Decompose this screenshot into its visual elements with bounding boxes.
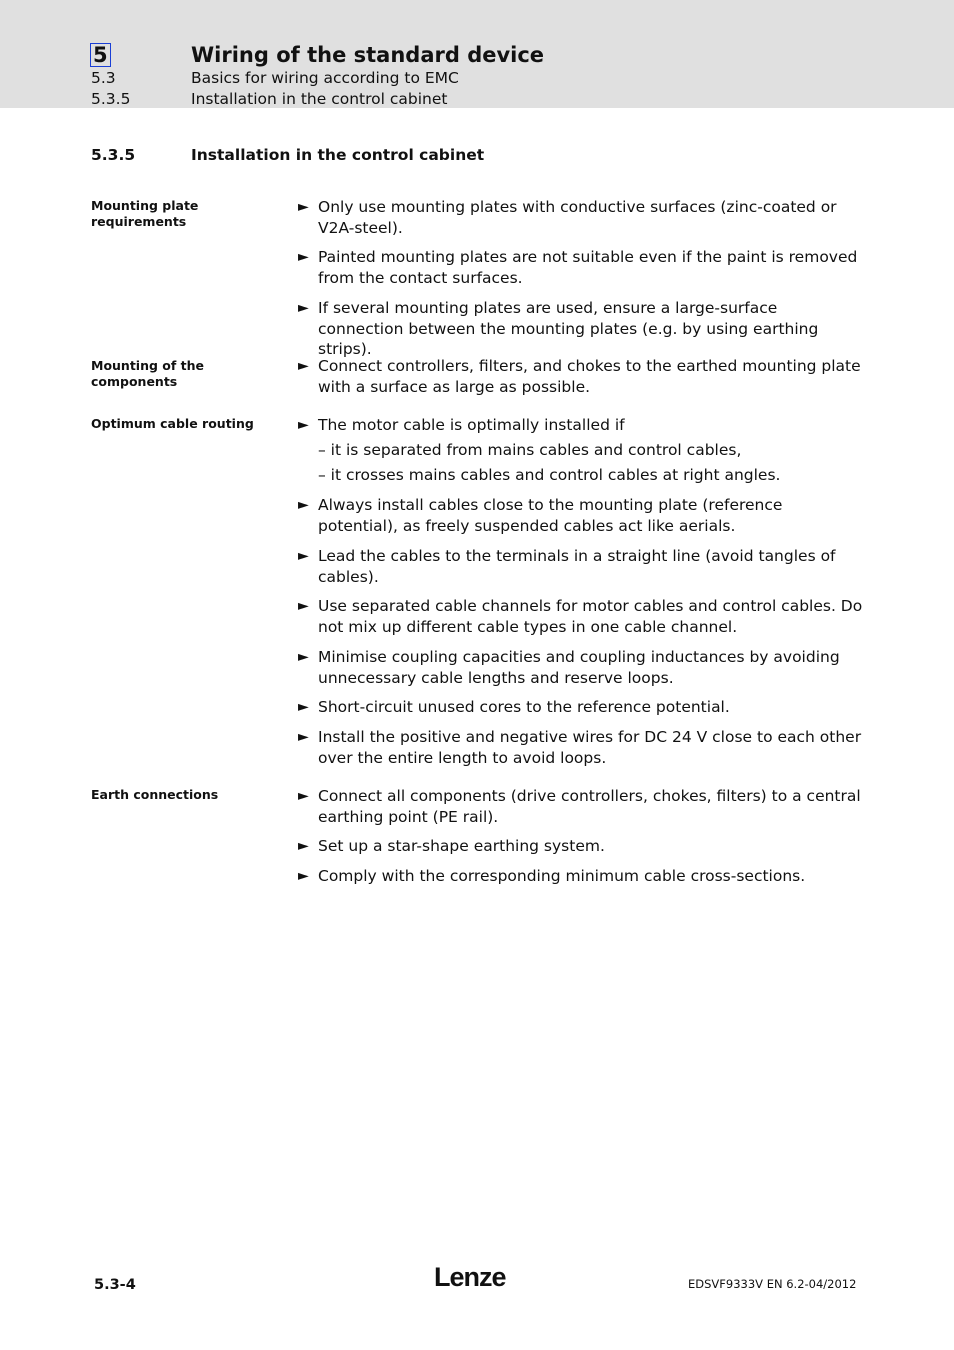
list-item: ► Install the positive and negative wires for DC 24 V close to each other over the entire length to avoid loops. [298,728,862,767]
list-item: ► If several mounting plates are used, ensure a large-surface connection between the mounting plates (e.g. by using earthing strips). [298,299,819,358]
breadcrumb-number: 5.3 [91,69,116,87]
list-item: ► Use separated cable channels for motor cables and control cables. Do not mix up different cable types in one cable channel. [298,597,863,636]
triangle-bullet-icon: ► [298,497,309,513]
chapter-number[interactable]: 5 [90,43,111,67]
list-item: ► Connect all components (drive controllers, chokes, filters) to a central earthing point (PE rail). [298,787,861,826]
breadcrumb-number: 5.3.5 [91,90,131,108]
list-item: ► Set up a star-shape earthing system. [298,837,605,855]
list-item: ► The motor cable is optimally installed if [298,416,625,434]
triangle-bullet-icon: ► [298,838,309,854]
triangle-bullet-icon: ► [298,358,309,374]
triangle-bullet-icon: ► [298,868,309,884]
triangle-bullet-icon: ► [298,788,309,804]
triangle-bullet-icon: ► [298,249,309,265]
list-item: ► Short-circuit unused cores to the reference potential. [298,698,730,716]
list-item: ► Comply with the corresponding minimum cable cross-sections. [298,867,806,885]
sub-list-item: – it crosses mains cables and control cables at right angles. [318,466,781,484]
page-number: 5.3-4 [94,1277,136,1293]
sub-list-item: – it is separated from mains cables and control cables, [318,441,742,459]
triangle-bullet-icon: ► [298,649,309,665]
list-item: ► Minimise coupling capacities and coupling inductances by avoiding unnecessary cable lengths and reserve loops. [298,648,840,687]
lenze-logo: Lenze [434,1262,506,1292]
triangle-bullet-icon: ► [298,598,309,614]
breadcrumb-text: Basics for wiring according to EMC [191,69,459,87]
chapter-title: Wiring of the standard device [191,43,545,67]
list-item: ► Lead the cables to the terminals in a straight line (avoid tangles of cables). [298,547,836,586]
margin-label-earth-connections: Earth connections [91,787,219,802]
margin-label-mounting-components: Mounting of the components [91,358,205,389]
list-item: ► Always install cables close to the mounting plate (reference potential), as freely suspended cables act like aerials. [298,496,783,535]
list-item: ► Connect controllers, filters, and chokes to the earthed mounting plate with a surface as large as possible. [298,357,861,396]
section-number: 5.3.5 [91,146,136,164]
list-item: ► Painted mounting plates are not suitable even if the paint is removed from the contact surfaces. [298,248,858,287]
margin-label-cable-routing: Optimum cable routing [91,416,254,431]
triangle-bullet-icon: ► [298,417,309,433]
triangle-bullet-icon: ► [298,729,309,745]
section-title: Installation in the control cabinet [191,146,485,164]
triangle-bullet-icon: ► [298,548,309,564]
triangle-bullet-icon: ► [298,699,309,715]
breadcrumb-text: Installation in the control cabinet [191,90,448,108]
margin-label-mounting-plate: Mounting plate requirements [91,198,199,229]
triangle-bullet-icon: ► [298,199,309,215]
document-id: EDSVF9333V EN 6.2-04/2012 [688,1277,857,1291]
triangle-bullet-icon: ► [298,300,309,316]
list-item: ► Only use mounting plates with conductive surfaces (zinc-coated or V2A-steel). [298,198,837,237]
